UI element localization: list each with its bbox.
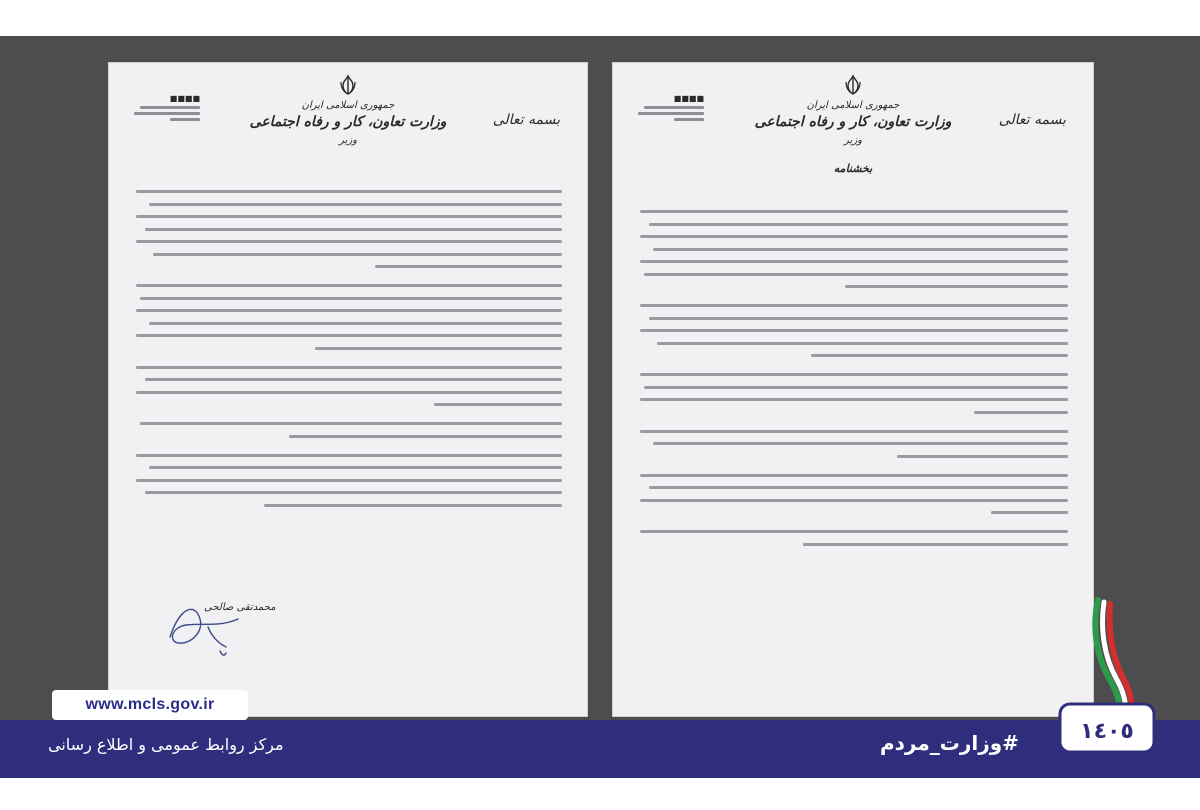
letterhead-basmala: بسمه تعالی [998, 112, 1066, 128]
letterhead-ministry: وزارت تعاون، کار و رفاه اجتماعی [249, 114, 447, 130]
ministry-hashtag: #وزارت_مردم [880, 731, 1019, 755]
ministry-campaign-logo-icon [1052, 596, 1162, 756]
letter-subject: بخشنامه [833, 162, 873, 175]
letterhead-minister: وزیر [339, 135, 357, 146]
letter-number: ■■■■ [673, 94, 704, 103]
department-name: مرکز روابط عمومی و اطلاع رسانی [48, 735, 284, 754]
letterhead-basmala: بسمه تعالی [492, 112, 560, 128]
svg-text:١٤٠٥: ١٤٠٥ [1080, 719, 1134, 744]
letterhead-country: جمهوری اسلامی ایران [301, 100, 395, 111]
letter-reference-block [130, 94, 200, 124]
signatory-name: محمدتقی صالحی [204, 602, 276, 613]
iran-emblem-icon [337, 74, 359, 96]
letter-page-2 [108, 62, 588, 717]
letter-body-text [640, 210, 1068, 555]
iran-emblem-icon [842, 74, 864, 96]
website-url[interactable]: www.mcls.gov.ir [52, 690, 248, 720]
letter-number: ■■■■ [169, 94, 200, 103]
letterhead-minister: وزیر [844, 135, 862, 146]
letter-page-1 [612, 62, 1094, 717]
letterhead-ministry: وزارت تعاون، کار و رفاه اجتماعی [754, 114, 952, 130]
letter-reference-block [634, 94, 704, 124]
letterhead-country: جمهوری اسلامی ایران [806, 100, 900, 111]
letter-body-text [136, 190, 562, 516]
